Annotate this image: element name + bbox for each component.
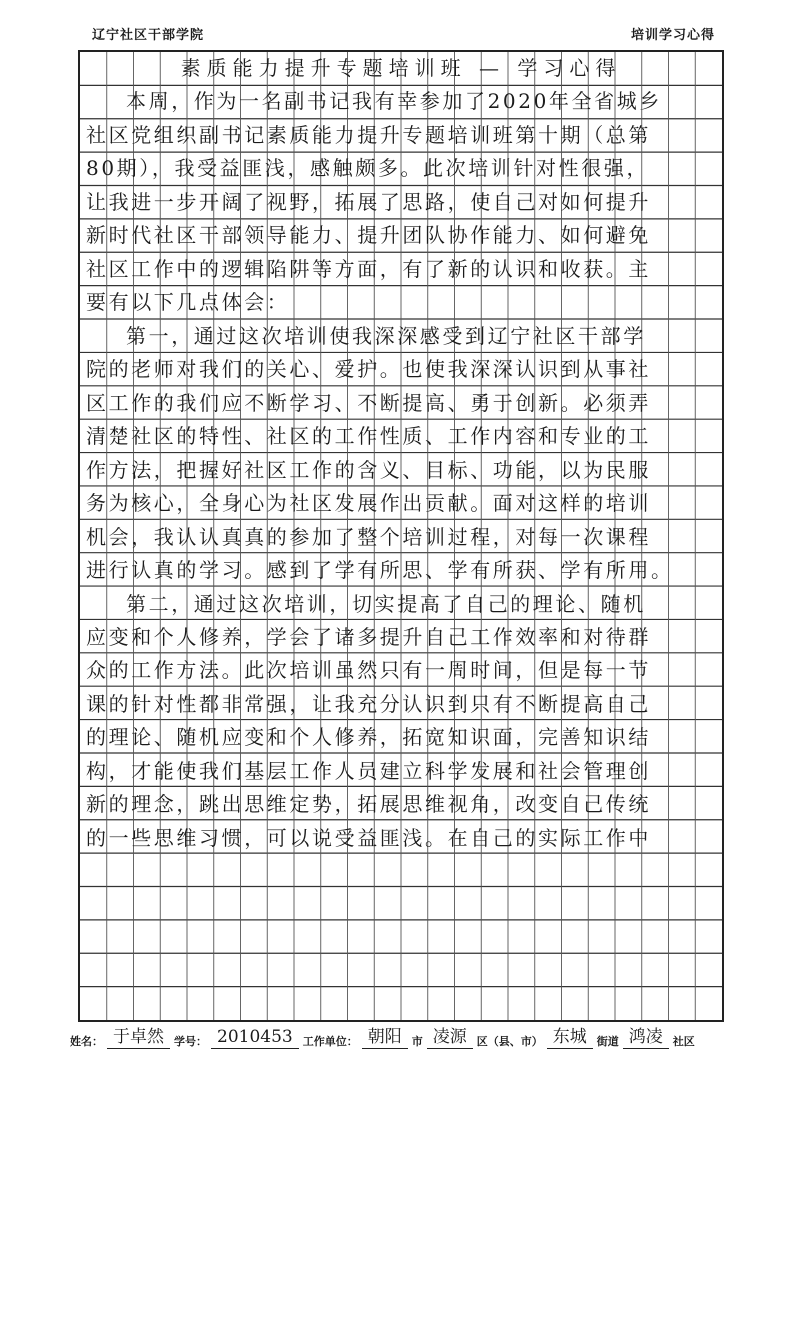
essay-line: 区工作的我们应不断学习、不断提高、勇于创新。必须弄 — [86, 390, 651, 415]
header-right: 培训学习心得 — [630, 28, 715, 43]
student-id: 2010453 — [211, 1026, 299, 1049]
community-value: 鸿凌 — [623, 1026, 669, 1049]
community-suffix: 社区 — [672, 1035, 695, 1048]
essay-line: 新时代社区干部领导能力、提升团队协作能力、如何避免 — [86, 223, 651, 248]
essay-line: 本周，作为一名副书记我有幸参加了2020年全省城乡 — [126, 89, 662, 114]
unit-label: 工作单位： — [302, 1035, 358, 1048]
essay-line: 社区党组织副书记素质能力提升专题培训班第十期（总第 — [86, 122, 651, 147]
essay-line: 机会，我认认真真的参加了整个培训过程，对每一次课程 — [86, 524, 651, 549]
essay-line: 让我进一步开阔了视野，拓展了思路，使自己对如何提升 — [86, 189, 651, 214]
district-value: 凌源 — [427, 1026, 473, 1049]
essay-lines — [80, 52, 722, 855]
district-suffix: 区（县、市） — [476, 1035, 543, 1048]
name-label: 姓名： — [70, 1035, 103, 1048]
essay-line: 众的工作方法。此次培训虽然只有一周时间，但是每一节 — [86, 658, 651, 683]
essay-line: 构，才能使我们基层工作人员建立科学发展和社会管理创 — [86, 758, 651, 783]
city-value: 朝阳 — [362, 1026, 408, 1049]
student-name: 于卓然 — [107, 1026, 170, 1049]
student-info-footer — [70, 1019, 730, 1049]
city-suffix: 市 — [411, 1035, 423, 1048]
essay-line: 社区工作中的逻辑陷阱等方面，有了新的认识和收获。主 — [86, 256, 651, 281]
essay-line: 的一些思维习惯，可以说受益匪浅。在自己的实际工作中 — [86, 825, 651, 850]
essay-line: 80期），我受益匪浅，感触颇多。此次培训针对性很强， — [86, 156, 650, 181]
essay-line: 务为核心，全身心为社区发展作出贡献。面对这样的培训 — [86, 491, 651, 516]
essay-line: 第二，通过这次培训，切实提高了自己的理论、随机 — [126, 591, 646, 616]
street-value: 东城 — [547, 1026, 593, 1049]
essay-title: 素质能力提升专题培训班 — 学习心得 — [180, 56, 622, 80]
header-left: 辽宁社区干部学院 — [92, 28, 205, 43]
essay-line: 要有以下几点体会： — [86, 290, 290, 315]
essay-line: 新的理念，跳出思维定势，拓展思维视角，改变自己传统 — [86, 792, 651, 817]
essay-line: 清楚社区的特性、社区的工作性质、工作内容和专业的工 — [86, 424, 651, 449]
essay-line: 院的老师对我们的关心、爱护。也使我深深认识到从事社 — [86, 357, 651, 382]
essay-line: 第一，通过这次培训使我深深感受到辽宁社区干部学 — [126, 323, 646, 348]
essay-line: 作方法，把握好社区工作的含义、目标、功能，以为民服 — [86, 457, 651, 482]
essay-line: 的理论、随机应变和个人修养，拓宽知识面，完善知识结 — [86, 725, 651, 750]
id-label: 学号： — [174, 1035, 207, 1048]
street-suffix: 街道 — [596, 1035, 619, 1048]
essay-line: 课的针对性都非常强，让我充分认识到只有不断提高自己 — [86, 691, 651, 716]
essay-line: 进行认真的学习。感到了学有所思、学有所获、学有所用。 — [86, 558, 674, 583]
essay-sheet — [78, 50, 724, 1022]
essay-line: 应变和个人修养，学会了诸多提升自己工作效率和对待群 — [86, 624, 651, 649]
